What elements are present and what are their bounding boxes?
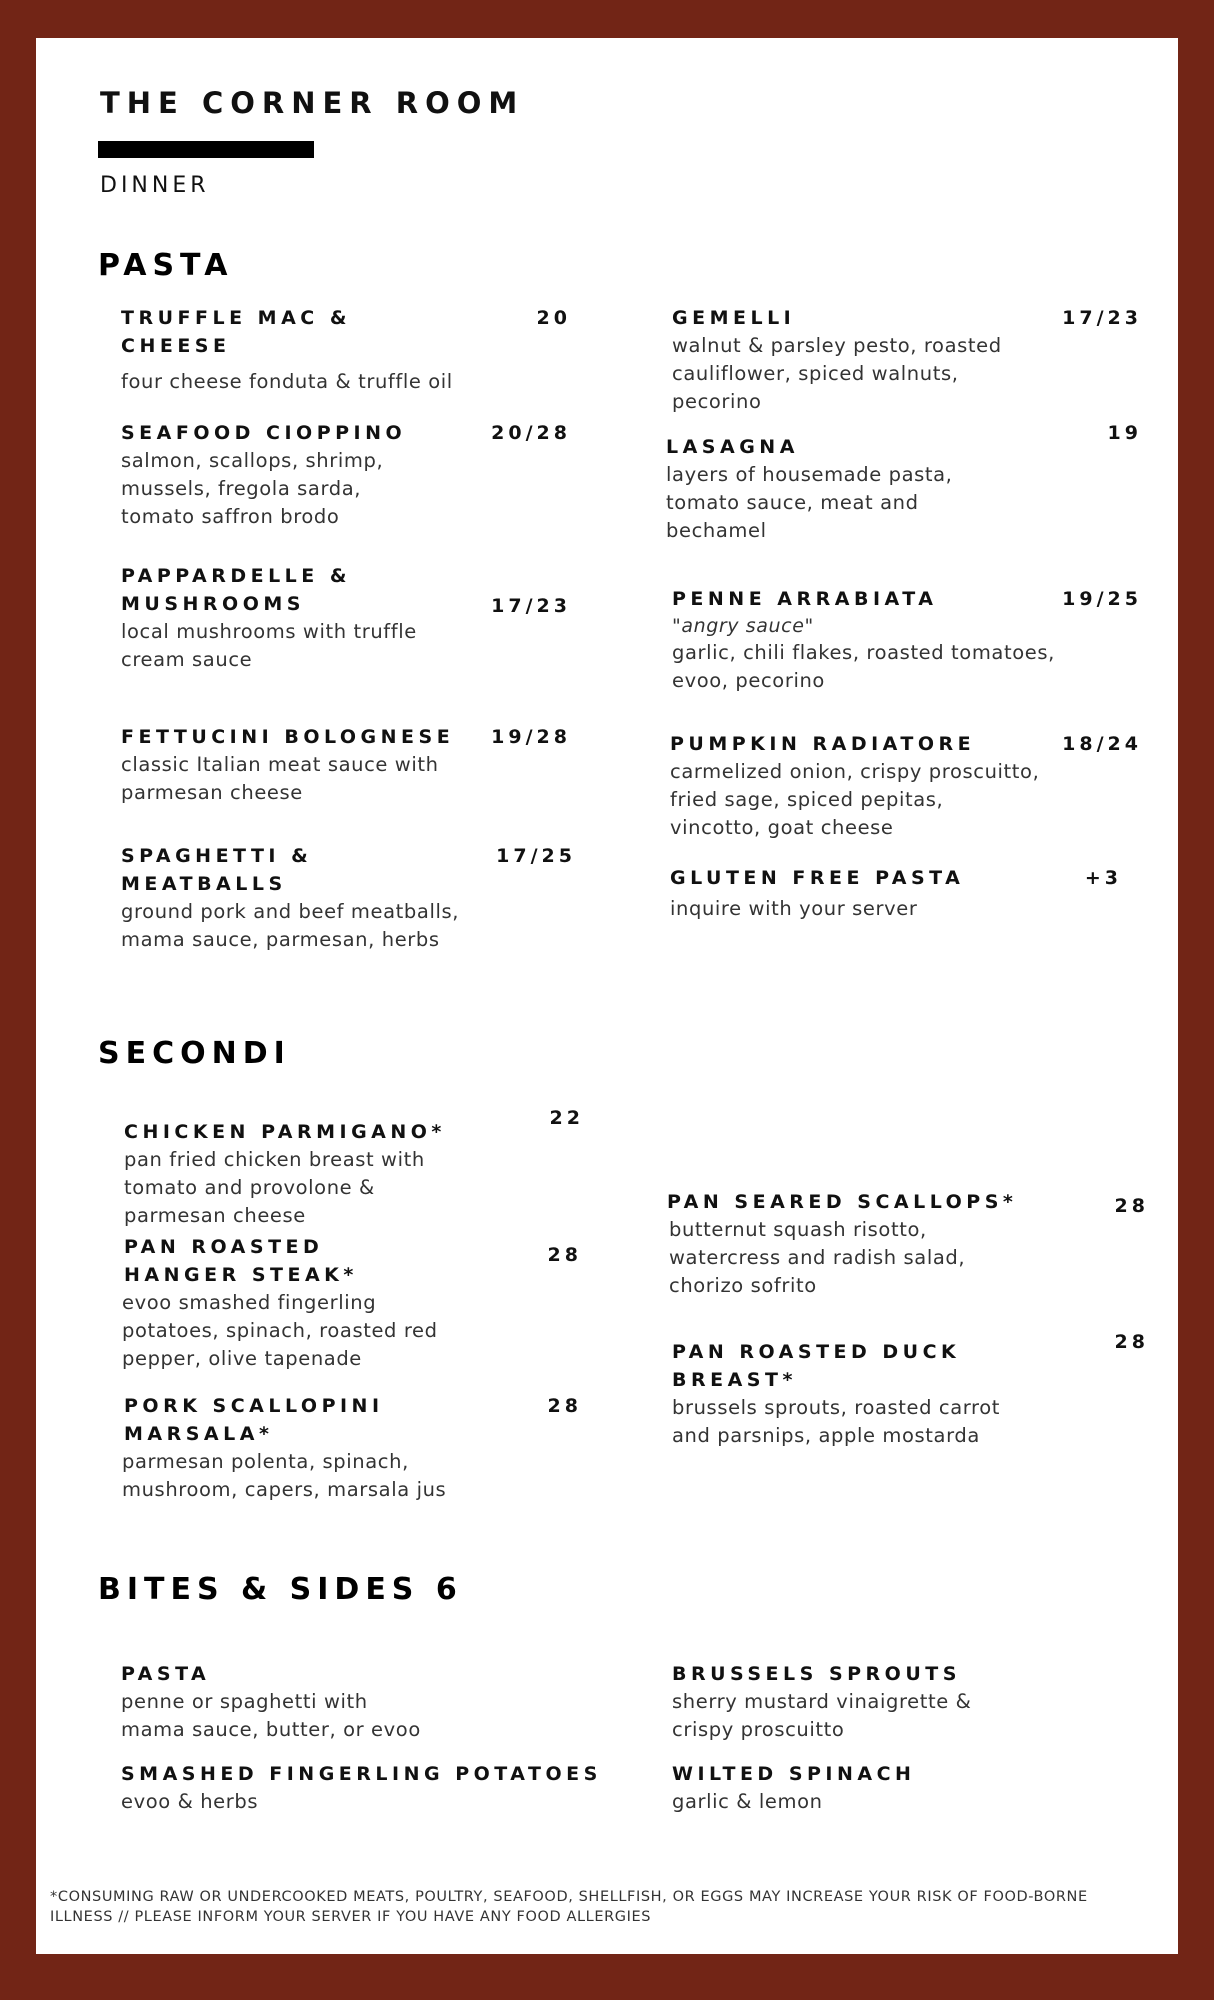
item-description: classic Italian meat sauce with parmesan cheese: [121, 753, 439, 804]
restaurant-name: THE CORNER ROOM: [100, 86, 525, 120]
menu-item: [121, 304, 571, 396]
item-name: CHICKEN PARMIGANO*: [124, 1121, 446, 1143]
section-heading-secondi: SECONDI: [98, 1036, 291, 1071]
section-heading-bites-and-sides: BITES & SIDES 6: [98, 1572, 463, 1607]
item-description: walnut & parsley pesto, roasted cauliflower, spiced walnuts, pecorino: [672, 334, 1002, 413]
item-description: garlic, chili flakes, roasted tomatoes, evoo, pecorino: [672, 641, 1055, 692]
menu-item: [672, 585, 1142, 695]
item-price: 19/28: [491, 726, 571, 748]
item-price: 17/23: [1062, 307, 1142, 329]
menu-item: [666, 422, 1142, 545]
menu-item: [121, 1760, 641, 1816]
item-name: PORK SCALLOPINI MARSALA*: [124, 1395, 384, 1445]
menu-item: [121, 842, 576, 954]
item-price: 19: [1107, 422, 1142, 444]
item-price: 20/28: [491, 422, 571, 444]
item-description: layers of housemade pasta, tomato sauce, meat and bechamel: [666, 463, 953, 542]
item-description: local mushrooms with truffle cream sauce: [121, 620, 417, 671]
menu-item: [121, 419, 571, 531]
item-description: pan fried chicken breast with tomato and provolone & parmesan cheese: [124, 1148, 425, 1227]
allergy-disclaimer: *CONSUMING RAW OR UNDERCOOKED MEATS, POULTRY, SEAFOOD, SHELLFISH, OR EGGS MAY INCREASE YOUR RISK OF FOOD-BORNE ILLNESS // PLEASE INFORM YOUR SERVER IF YOU HAVE ANY FOOD ALLERGIES: [50, 1889, 1088, 1925]
menu-page: [36, 38, 1178, 1954]
item-description: brussels sprouts, roasted carrot and parsnips, apple mostarda: [672, 1396, 1001, 1447]
item-price: 28: [1114, 1195, 1149, 1217]
item-description: garlic & lemon: [672, 1790, 823, 1813]
item-name: GEMELLI: [672, 307, 796, 329]
item-price: 18/24: [1062, 733, 1142, 755]
item-name: FETTUCINI BOLOGNESE: [121, 726, 455, 748]
item-name: SEAFOOD CIOPPINO: [121, 422, 407, 444]
item-description: sherry mustard vinaigrette & crispy proscuitto: [672, 1690, 972, 1741]
item-price: 22: [549, 1107, 584, 1129]
menu-item: [122, 1392, 584, 1504]
item-name: PAN SEARED SCALLOPS*: [667, 1191, 1018, 1213]
menu-item: [670, 730, 1142, 842]
item-price: 28: [547, 1244, 582, 1266]
item-description: inquire with your server: [670, 897, 918, 920]
menu-item: [672, 1331, 1149, 1450]
item-name: PASTA: [121, 1663, 211, 1685]
menu-item: [667, 1188, 1149, 1300]
menu-item: [121, 562, 571, 674]
item-name: TRUFFLE MAC & CHEESE: [121, 307, 351, 357]
menu-item: [670, 864, 1142, 923]
item-name: PAN ROASTED DUCK BREAST*: [672, 1341, 961, 1391]
menu-item: [672, 1760, 1142, 1816]
item-name: WILTED SPINACH: [672, 1763, 916, 1785]
menu-name: DINNER: [100, 173, 210, 198]
menu-item: [121, 1660, 591, 1744]
item-price: 19/25: [1062, 588, 1142, 610]
item-name: PENNE ARRABIATA: [672, 588, 938, 610]
item-price: 28: [547, 1395, 582, 1417]
menu-item: [672, 304, 1142, 416]
item-name: PUMPKIN RADIATORE: [670, 733, 976, 755]
item-name: BRUSSELS SPROUTS: [672, 1663, 961, 1685]
item-name: PAPPARDELLE & MUSHROOMS: [121, 565, 351, 615]
item-price: 17/25: [496, 845, 576, 867]
menu-item: [672, 1660, 1142, 1744]
menu-item: [122, 1233, 584, 1373]
title-underline: [98, 141, 314, 158]
item-description: carmelized onion, crispy proscuitto, fried sage, spiced pepitas, vincotto, goat cheese: [670, 760, 1040, 839]
item-description: salmon, scallops, shrimp, mussels, fregola sarda, tomato saffron brodo: [121, 449, 384, 528]
item-name: PAN ROASTED HANGER STEAK*: [124, 1236, 358, 1286]
item-name: GLUTEN FREE PASTA: [670, 867, 965, 889]
item-description: evoo & herbs: [121, 1790, 259, 1813]
item-price: +3: [1084, 867, 1122, 889]
item-price: 28: [1114, 1331, 1149, 1353]
item-description: penne or spaghetti with mama sauce, butter, or evoo: [121, 1690, 421, 1741]
item-description: parmesan polenta, spinach, mushroom, capers, marsala jus: [122, 1450, 447, 1501]
item-description: butternut squash risotto, watercress and radish salad, chorizo sofrito: [669, 1218, 966, 1297]
item-price: 20: [536, 307, 571, 329]
menu-item: [124, 1104, 584, 1230]
item-name: LASAGNA: [666, 436, 799, 458]
item-price: 17/23: [491, 595, 571, 617]
item-description: evoo smashed fingerling potatoes, spinach, roasted red pepper, olive tapenade: [122, 1291, 438, 1370]
item-description: ground pork and beef meatballs, mama sauce, parmesan, herbs: [121, 900, 460, 951]
item-name: SPAGHETTI & MEATBALLS: [121, 845, 313, 895]
section-heading-pasta: PASTA: [98, 248, 234, 283]
item-name: SMASHED FINGERLING POTATOES: [121, 1763, 602, 1785]
menu-item: [121, 723, 571, 807]
item-note: "angry sauce": [672, 615, 814, 637]
item-description: four cheese fonduta & truffle oil: [121, 370, 453, 393]
